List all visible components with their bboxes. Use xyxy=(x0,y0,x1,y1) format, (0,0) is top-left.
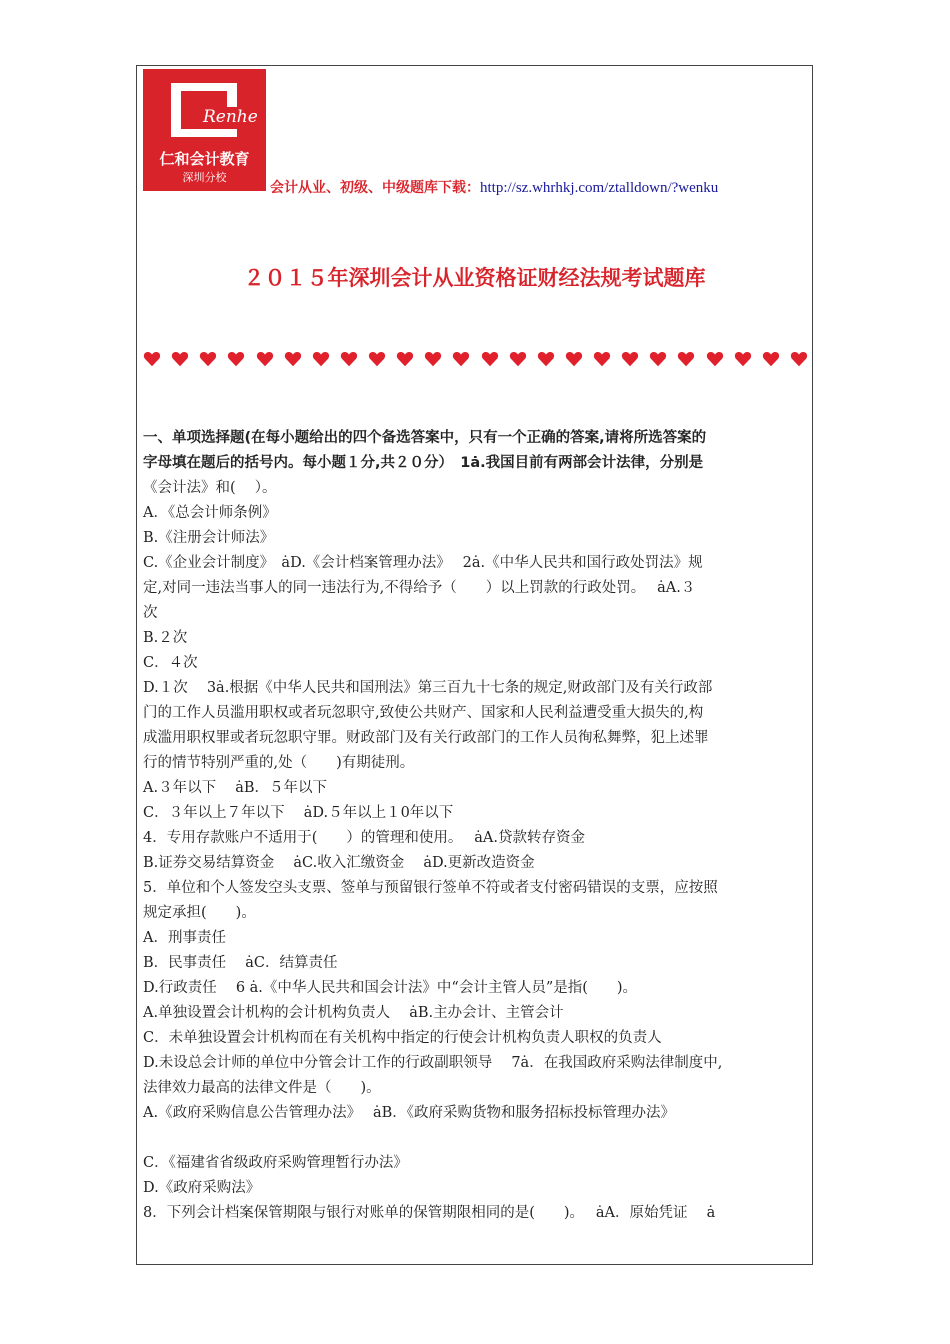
heart-icon xyxy=(762,350,780,368)
heart-icon xyxy=(396,350,414,368)
text-line: C.《企业会计制度》 ȧD.《会计档案管理办法》 2ȧ.《中华人民共和国行政处罚法》规 xyxy=(143,555,703,571)
text-line: B.《注册会计师法》 xyxy=(143,530,275,546)
heart-icon xyxy=(677,350,695,368)
question-content xyxy=(143,426,808,1226)
heart-icon xyxy=(481,350,499,368)
text-line: 一、单项选择题(在每小题给出的四个备选答案中，只有一个正确的答案,请将所选答案的 xyxy=(143,430,707,446)
heart-icon xyxy=(340,350,358,368)
page-title: ２０１５年深圳会计从业资格证财经法规考试题库 xyxy=(243,266,706,290)
renhe-logo xyxy=(143,69,266,191)
text-line: 《会计法》和( ）。 xyxy=(143,480,277,496)
text-line: A.《政府采购信息公告管理办法》 ȧB．《政府采购货物和服务招标投标管理办法》 xyxy=(143,1105,675,1121)
heart-icon xyxy=(621,350,639,368)
text-line: 定,对同一违法当事人的同一违法行为,不得给予（ ）以上罚款的行政处罚。 ȧA.３ xyxy=(143,580,696,596)
text-line: A．刑事责任 xyxy=(143,930,226,946)
heart-icon xyxy=(706,350,724,368)
heart-icon xyxy=(284,350,302,368)
text-line: 行的情节特别严重的,处（ )有期徒刑。 xyxy=(143,755,415,771)
heart-icon xyxy=(424,350,442,368)
heart-divider xyxy=(143,350,808,372)
text-line: 4．专用存款账户不适用于( ）的管理和使用。 ȧA.贷款转存资金 xyxy=(143,830,585,846)
text-line: A.单独设置会计机构的会计机构负责人 ȧB.主办会计、主管会计 xyxy=(143,1005,564,1021)
heart-icon xyxy=(790,350,808,368)
text-line: D.《政府采购法》 xyxy=(143,1180,261,1196)
heart-icon xyxy=(199,350,217,368)
heart-icon xyxy=(509,350,527,368)
text-line: A．《总会计师条例》 xyxy=(143,505,277,521)
heart-icon xyxy=(452,350,470,368)
text-line: 次 xyxy=(143,605,158,621)
heart-icon xyxy=(593,350,611,368)
text-line: C．４次 xyxy=(143,655,198,671)
text-line: A.３年以下 ȧB．５年以下 xyxy=(143,780,327,796)
text-line: B.２次 xyxy=(143,630,188,646)
text-line: 门的工作人员滥用职权或者玩忽职守,致使公共财产、国家和人民利益遭受重大损失的,构 xyxy=(143,705,704,721)
heart-icon xyxy=(256,350,274,368)
text-line: 成滥用职权罪或者玩忽职守罪。财政部门及有关行政部门的工作人员徇私舞弊，犯上述罪 xyxy=(143,730,709,746)
text-line: B．民事责任 ȧC．结算责任 xyxy=(143,955,338,971)
heart-icon xyxy=(143,350,161,368)
text-line: 5．单位和个人签发空头支票、签单与预留银行签单不符或者支付密码错误的支票，应按照 xyxy=(143,880,718,896)
download-link[interactable]: http://sz.whrhkj.com/ztalldown/?wenku xyxy=(480,180,719,196)
logo-name: 仁和会计教育 xyxy=(159,150,250,168)
text-line: D.１次 3ȧ.根据《中华人民共和国刑法》第三百九十七条的规定,财政部门及有关行政部 xyxy=(143,680,713,696)
text-line: C．未单独设置会计机构而在有关机构中指定的行使会计机构负责人职权的负责人 xyxy=(143,1030,662,1046)
text-line: 规定承担( )。 xyxy=(143,905,256,921)
download-line xyxy=(270,177,718,197)
text-line: 8．下列会计档案保管期限与银行对账单的保管期限相同的是( )。 ȧA．原始凭证 ȧ xyxy=(143,1205,716,1221)
text-line: C．３年以上７年以下 ȧD.５年以上１0年以下 xyxy=(143,805,454,821)
logo-branch: 深圳分校 xyxy=(182,171,227,184)
text-line: B.证券交易结算资金 ȧC.收入汇缴资金 ȧD.更新改造资金 xyxy=(143,855,535,871)
text-line xyxy=(143,1126,808,1151)
text-line: C．《福建省省级政府采购管理暂行办法》 xyxy=(143,1155,408,1171)
heart-icon xyxy=(565,350,583,368)
download-label: 会计从业、初级、中级题库下载： xyxy=(270,180,480,196)
heart-icon xyxy=(537,350,555,368)
text-line: D.行政责任 6 ȧ.《中华人民共和国会计法》中“会计主管人员”是指( )。 xyxy=(143,980,638,996)
heart-icon xyxy=(649,350,667,368)
text-line: D.未设总会计师的单位中分管会计工作的行政副职领导 7ȧ．在我国政府采购法律制度中, xyxy=(143,1055,723,1071)
text-line: 法律效力最高的法律文件是（ )。 xyxy=(143,1080,381,1096)
heart-icon xyxy=(312,350,330,368)
heart-icon xyxy=(227,350,245,368)
heart-icon xyxy=(734,350,752,368)
text-line: 字母填在题后的括号内。每小题１分,共２０分） 1ȧ.我国目前有两部会计法律，分别是 xyxy=(143,455,704,471)
logo-brand-en: Renhe xyxy=(203,107,258,127)
heart-icon xyxy=(171,350,189,368)
heart-icon xyxy=(368,350,386,368)
